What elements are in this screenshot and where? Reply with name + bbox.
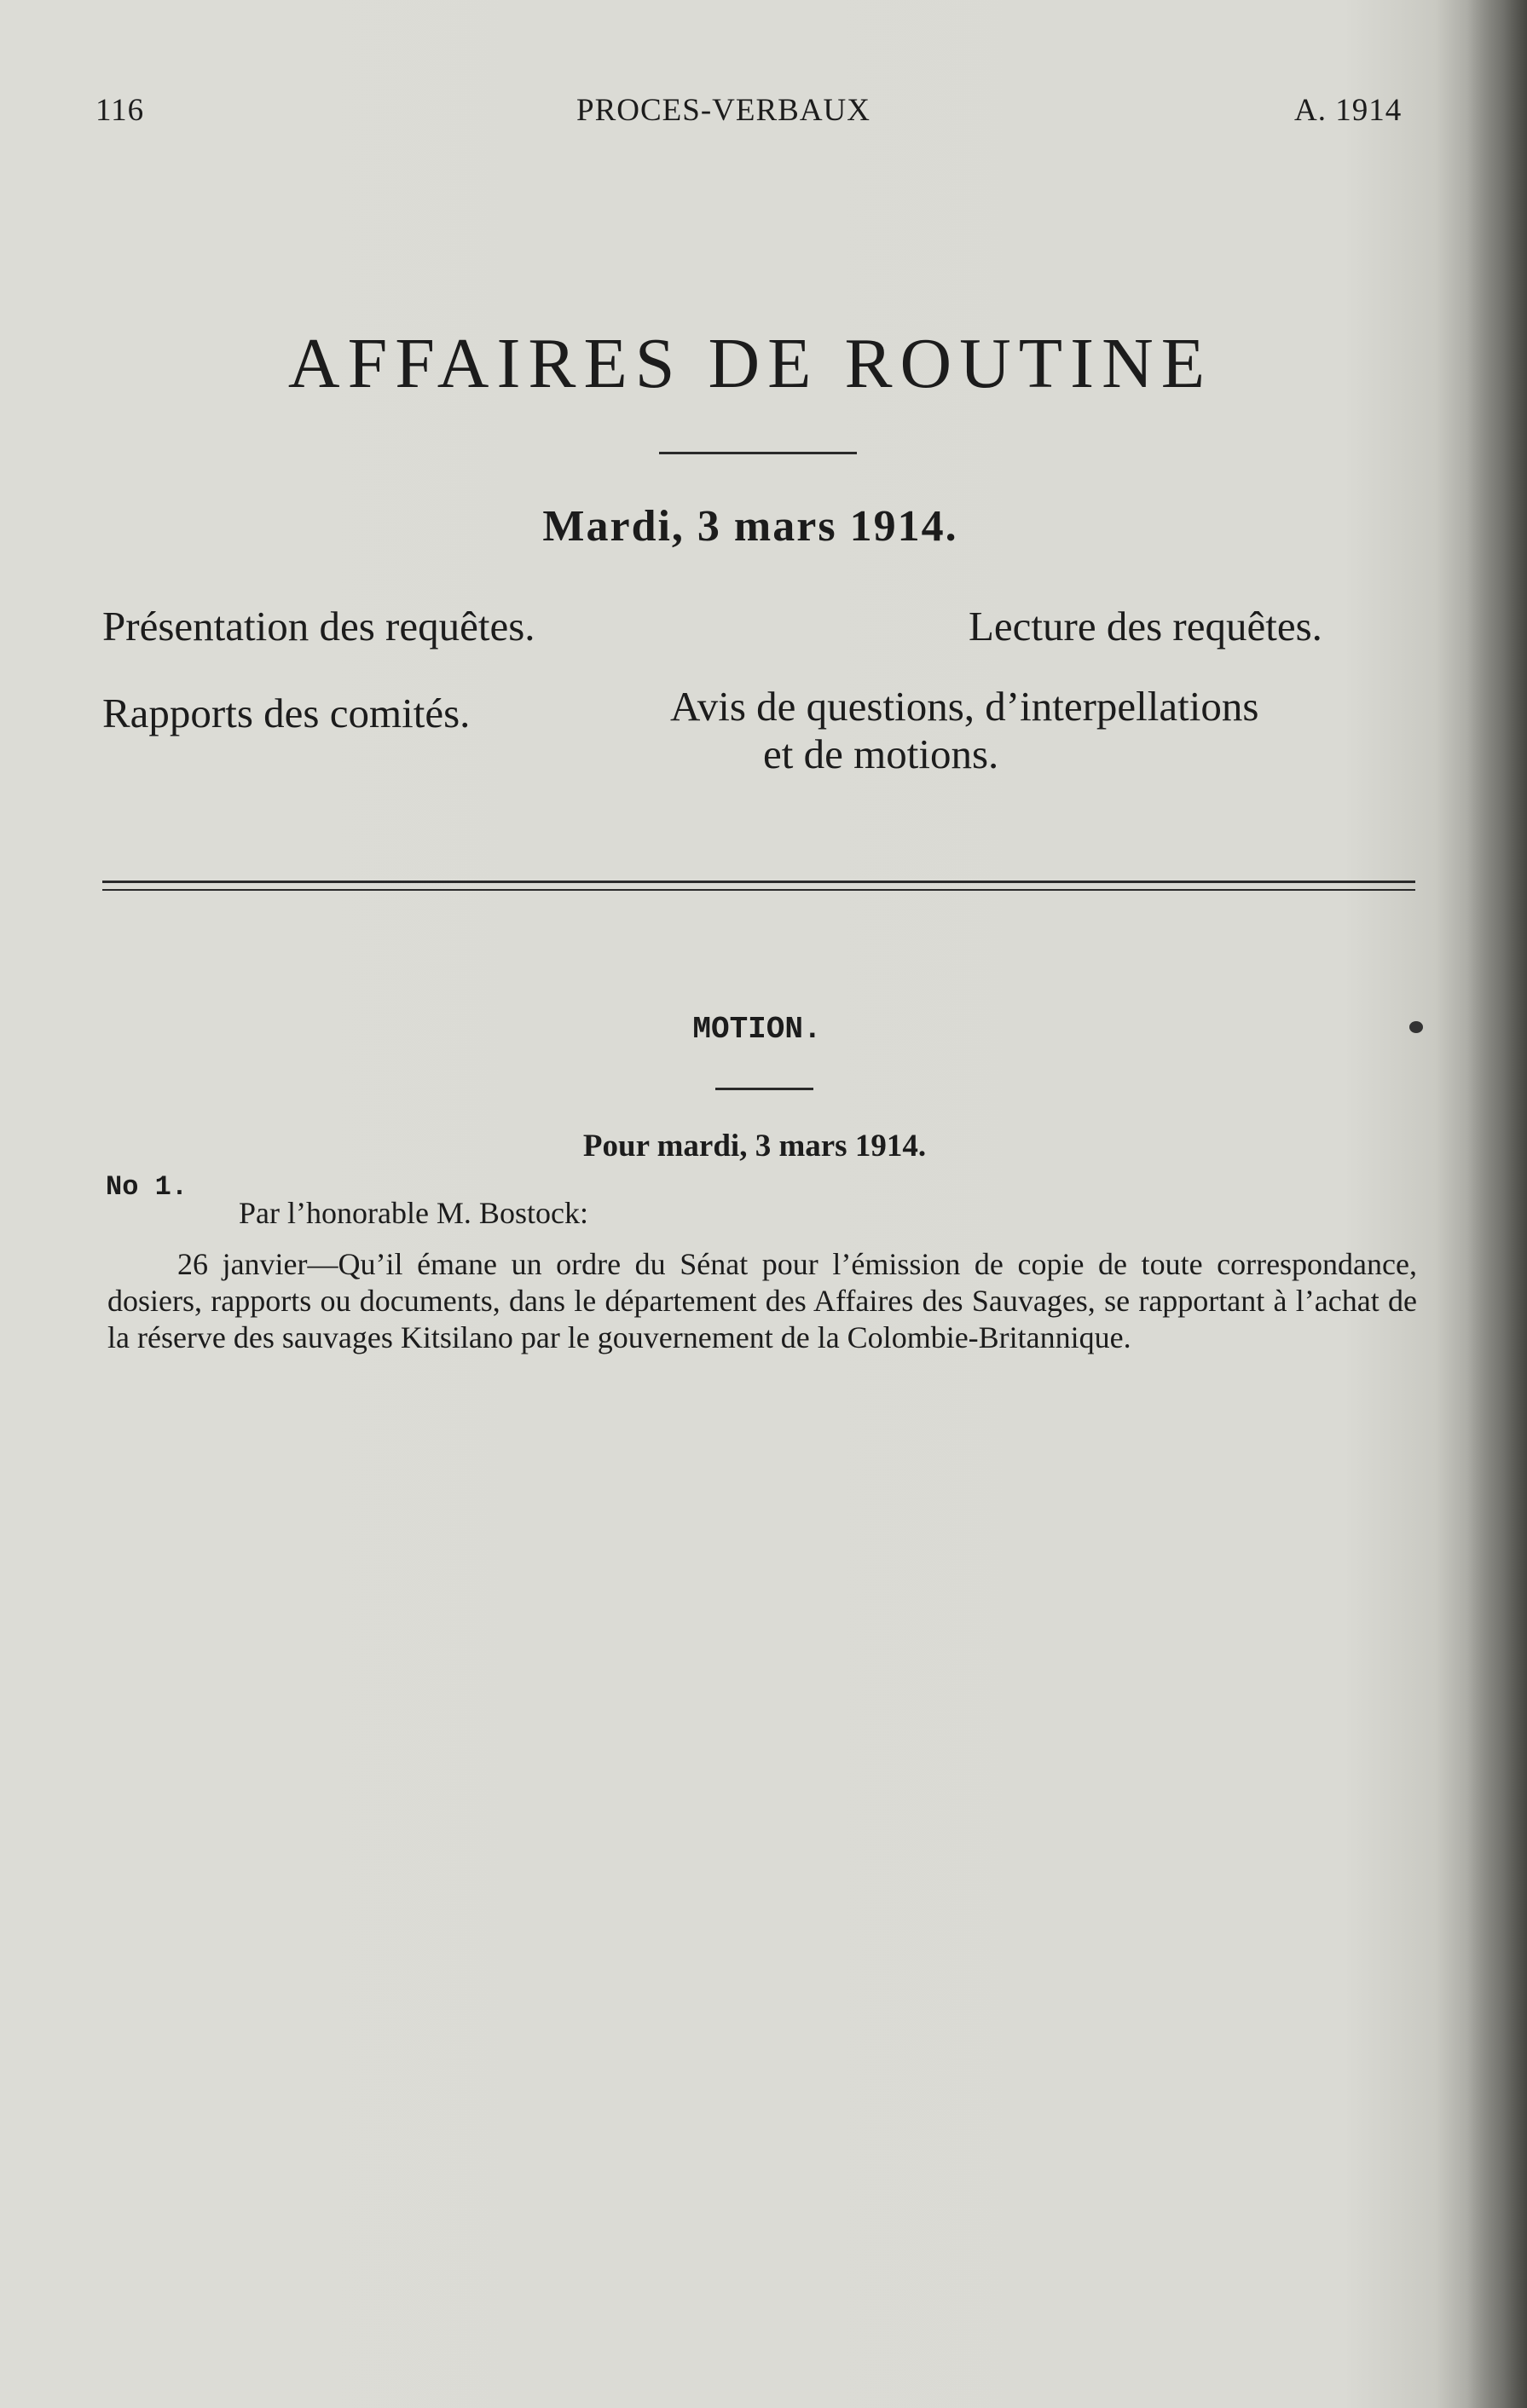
- motion-mover: Par l’honorable M. Bostock:: [239, 1196, 588, 1230]
- motion-text: 26 janvier—Qu’il émane un ordre du Sénat pour l’émission de copie de toute correspondance, dosiers, rapports ou documents, dans le département des Affaires des Sauvages, se rapportant à l’achat de la réserve des sauvages Kitsilano par le gouvernement de la Colombie-Britannique.: [107, 1247, 1417, 1354]
- motion-number: No 1.: [106, 1171, 188, 1203]
- motion-for-date: Pour mardi, 3 mars 1914.: [582, 1129, 927, 1164]
- title-divider: [659, 452, 857, 454]
- ink-spot: [1409, 1021, 1423, 1033]
- section-double-rule-bottom: [102, 889, 1415, 891]
- session-date: Mardi, 3 mars 1914.: [542, 502, 958, 551]
- routine-presentation: Présentation des requêtes.: [102, 603, 535, 650]
- running-title: PROCES-VERBAUX: [576, 93, 871, 128]
- routine-avis-line2: et de motions.: [763, 730, 999, 777]
- routine-lecture: Lecture des requêtes.: [969, 603, 1322, 650]
- header-year: A. 1914: [1294, 93, 1403, 128]
- routine-rapports: Rapports des comités.: [102, 690, 471, 736]
- routine-avis-line1: Avis de questions, d’interpellations: [670, 683, 1259, 730]
- page-title: AFFAIRES DE ROUTINE: [287, 324, 1213, 403]
- motion-heading: MOTION.: [692, 1012, 822, 1047]
- motion-divider: [715, 1088, 813, 1090]
- section-double-rule-top: [102, 881, 1415, 883]
- page-number: 116: [95, 93, 145, 128]
